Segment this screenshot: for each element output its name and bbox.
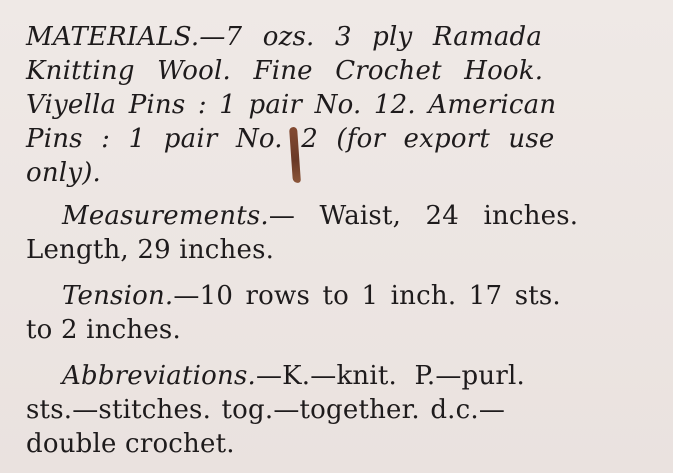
tension-line-2 xyxy=(26,315,181,345)
tension-line-1 xyxy=(62,281,649,311)
abbreviations-line-3 xyxy=(26,429,235,459)
measurements-text-1: — Waist, 24 inches. xyxy=(268,201,579,231)
tension-label: Tension. xyxy=(62,281,174,311)
abbreviations-line-1 xyxy=(62,361,649,391)
abbreviations-label: Abbreviations. xyxy=(62,361,256,391)
measurements-label: Measurements. xyxy=(62,201,269,231)
materials-text-1: MATERIALS.—7 ozs. 3 ply Ramada xyxy=(26,22,543,52)
measurements-text-2: Length, 29 inches. xyxy=(26,235,275,265)
materials-text-3: Viyella Pins : 1 pair No. 12. American xyxy=(26,90,557,120)
materials-text-4: Pins : 1 pair No. 2 (for export use xyxy=(26,124,555,154)
materials-text-2: Knitting Wool. Fine Crochet Hook. xyxy=(26,56,544,86)
materials-text-5: only). xyxy=(26,158,102,188)
materials-line-1 xyxy=(26,22,649,52)
measurements-line-2 xyxy=(26,235,274,265)
abbreviations-text-3: double crochet. xyxy=(26,429,235,459)
abbreviations-text-2: sts.—stitches. tog.—together. d.c.— xyxy=(26,395,506,425)
materials-line-5 xyxy=(26,158,101,188)
measurements-line-1 xyxy=(62,201,649,231)
materials-line-3 xyxy=(26,90,649,120)
materials-line-2 xyxy=(26,56,649,86)
tension-text-2: to 2 inches. xyxy=(26,315,181,345)
abbreviations-text-1: —K.—knit. P.—purl. xyxy=(255,361,525,391)
abbreviations-line-2 xyxy=(26,395,649,425)
materials-line-4 xyxy=(26,124,649,154)
tension-text-1: —10 rows to 1 inch. 17 sts. xyxy=(173,281,561,311)
